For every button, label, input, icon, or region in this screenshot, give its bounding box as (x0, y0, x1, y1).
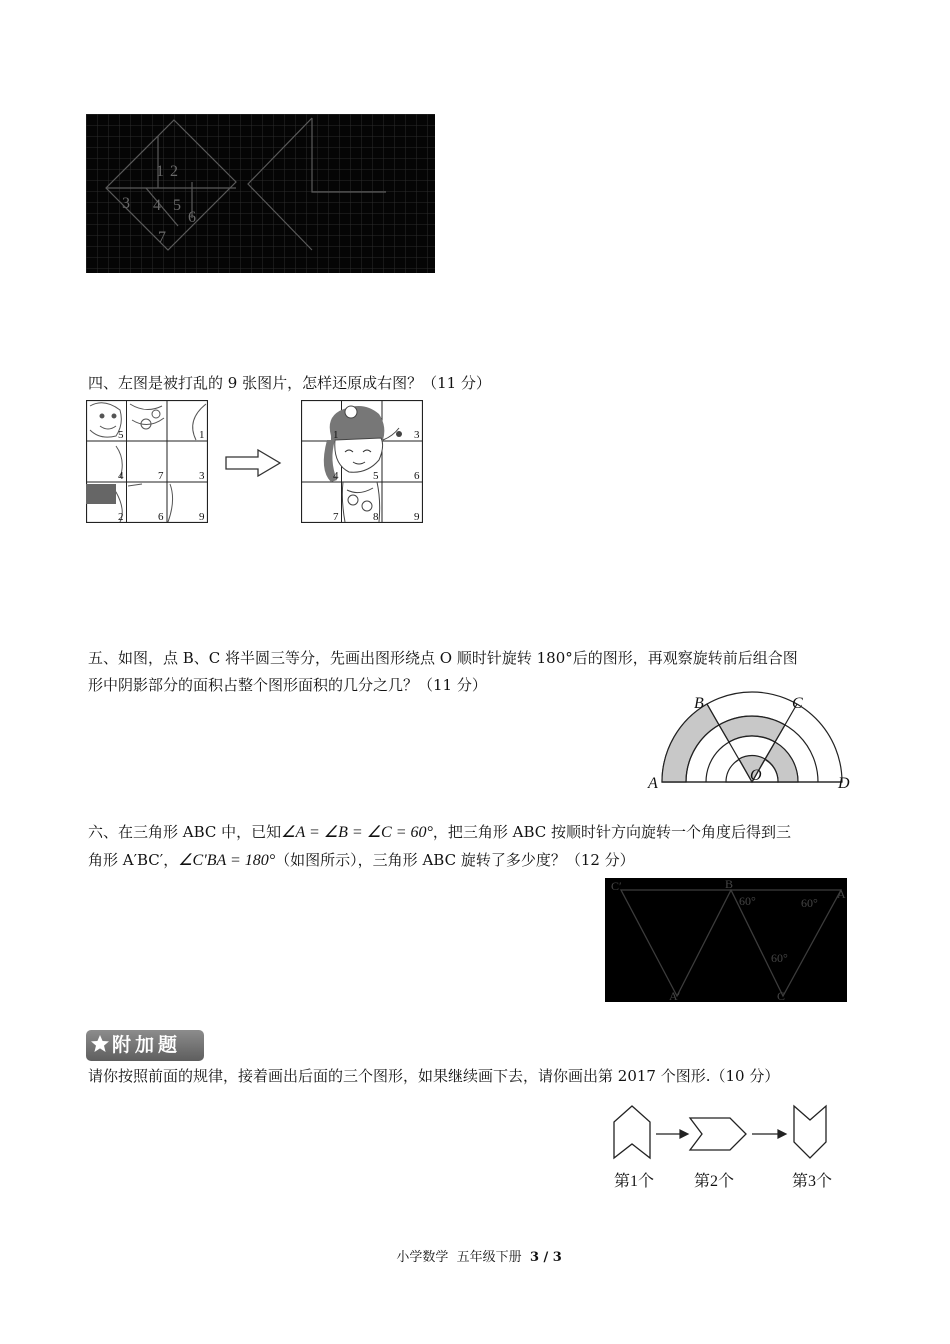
restored-num-5: 5 (373, 470, 379, 482)
scrambled-num-4: 4 (118, 470, 124, 482)
arrow-right-icon (224, 448, 284, 478)
scrambled-num-9: 9 (199, 511, 205, 523)
q6-line2-a: 角形 A′BC′， (88, 851, 179, 869)
bonus-badge (86, 1030, 204, 1061)
tri-label-c: C (777, 989, 786, 1002)
q6-line2-b: （如图所示），三角形 ABC 旋转了多少度？（12 分） (275, 851, 635, 869)
tri-label-c-prime: C′ (611, 879, 622, 893)
grid-figure (86, 114, 435, 273)
bonus-pattern-figure (606, 1100, 846, 1192)
scrambled-num-7: 7 (158, 470, 164, 482)
q4-text: 四、左图是被打乱的 9 张图片，怎样还原成右图？（11 分） (88, 374, 491, 392)
q5-text-line2: 形中阴影部分的面积占整个图形面积的几分之几？（11 分） (88, 676, 487, 694)
grid-label-1: 1 (156, 163, 164, 180)
grid-label-5: 5 (173, 197, 181, 214)
tri-angle-3: 60° (771, 951, 788, 965)
grid-label-6: 6 (188, 209, 196, 226)
tri-label-b: B (725, 878, 734, 891)
bonus-badge-label: 附加题 (112, 1034, 182, 1056)
scrambled-num-1: 1 (199, 429, 205, 441)
restored-puzzle-svg (301, 400, 423, 523)
q6-triangle-figure (605, 878, 847, 1002)
q5-text-line1: 五、如图，点 B、C 将半圆三等分，先画出图形绕点 O 顺时针旋转 180°后的图形，再观察旋转前后组合图 (88, 649, 798, 667)
q6-line1-a: 六、在三角形 ABC 中，已知 (88, 823, 282, 841)
bonus-text: 请你按照前面的规律，接着画出后面的三个图形，如果继续画下去，请你画出第 2017 个图形.（10 分） (88, 1067, 780, 1085)
q4-restored-puzzle (301, 400, 423, 523)
restored-num-6: 6 (414, 470, 420, 482)
tri-angle-1: 60° (739, 894, 756, 908)
grid-label-7: 7 (158, 229, 166, 246)
restored-num-7: 7 (333, 511, 339, 523)
semicircle-label-a: A (648, 775, 658, 792)
grid-label-3: 3 (122, 195, 130, 212)
restored-num-9: 9 (414, 511, 420, 523)
semicircle-label-o: O (750, 767, 762, 784)
q5-semicircle-figure (644, 688, 860, 792)
pattern-caption-3: 第3个 (792, 1173, 833, 1190)
tri-angle-2: 60° (801, 896, 818, 910)
scrambled-num-3: 3 (199, 470, 205, 482)
tri-label-a-prime: A′ (669, 989, 681, 1002)
q6-line1-math: ∠A = ∠B = ∠C = 60° (281, 824, 433, 841)
page-footer (0, 1231, 950, 1265)
q6-text-line2 (88, 847, 635, 874)
grid-figure-svg (86, 114, 435, 273)
page-number: 3 / 3 (529, 1250, 562, 1265)
semicircle-label-c: C (792, 695, 803, 712)
footer-prefix: 小学数学 五年级下册 (396, 1250, 530, 1265)
q4-scrambled-puzzle (86, 400, 208, 523)
restored-num-8: 8 (373, 511, 379, 523)
restored-num-1: 1 (333, 429, 339, 441)
triangle-svg (605, 878, 847, 1002)
pattern-caption-2: 第2个 (694, 1173, 735, 1190)
scrambled-num-6: 6 (158, 511, 164, 523)
semicircle-svg (644, 688, 860, 792)
scrambled-num-2: 2 (118, 511, 124, 523)
star-icon (90, 1030, 112, 1061)
restored-num-4: 4 (333, 470, 339, 482)
semicircle-label-b: B (694, 695, 704, 712)
pattern-svg (606, 1100, 846, 1192)
q6-line2-math: ∠C′BA = 180° (178, 852, 276, 869)
scrambled-num-5: 5 (118, 429, 124, 441)
semicircle-label-d: D (838, 775, 850, 792)
scrambled-puzzle-svg (86, 400, 208, 523)
restored-num-3: 3 (414, 429, 420, 441)
q6-text-line1 (88, 819, 791, 846)
grid-label-4: 4 (153, 197, 161, 214)
tri-label-a: A (837, 887, 846, 901)
grid-label-2: 2 (170, 163, 178, 180)
pattern-caption-1: 第1个 (614, 1173, 655, 1190)
q6-line1-b: ，把三角形 ABC 按顺时针方向旋转一个角度后得到三 (432, 823, 792, 841)
